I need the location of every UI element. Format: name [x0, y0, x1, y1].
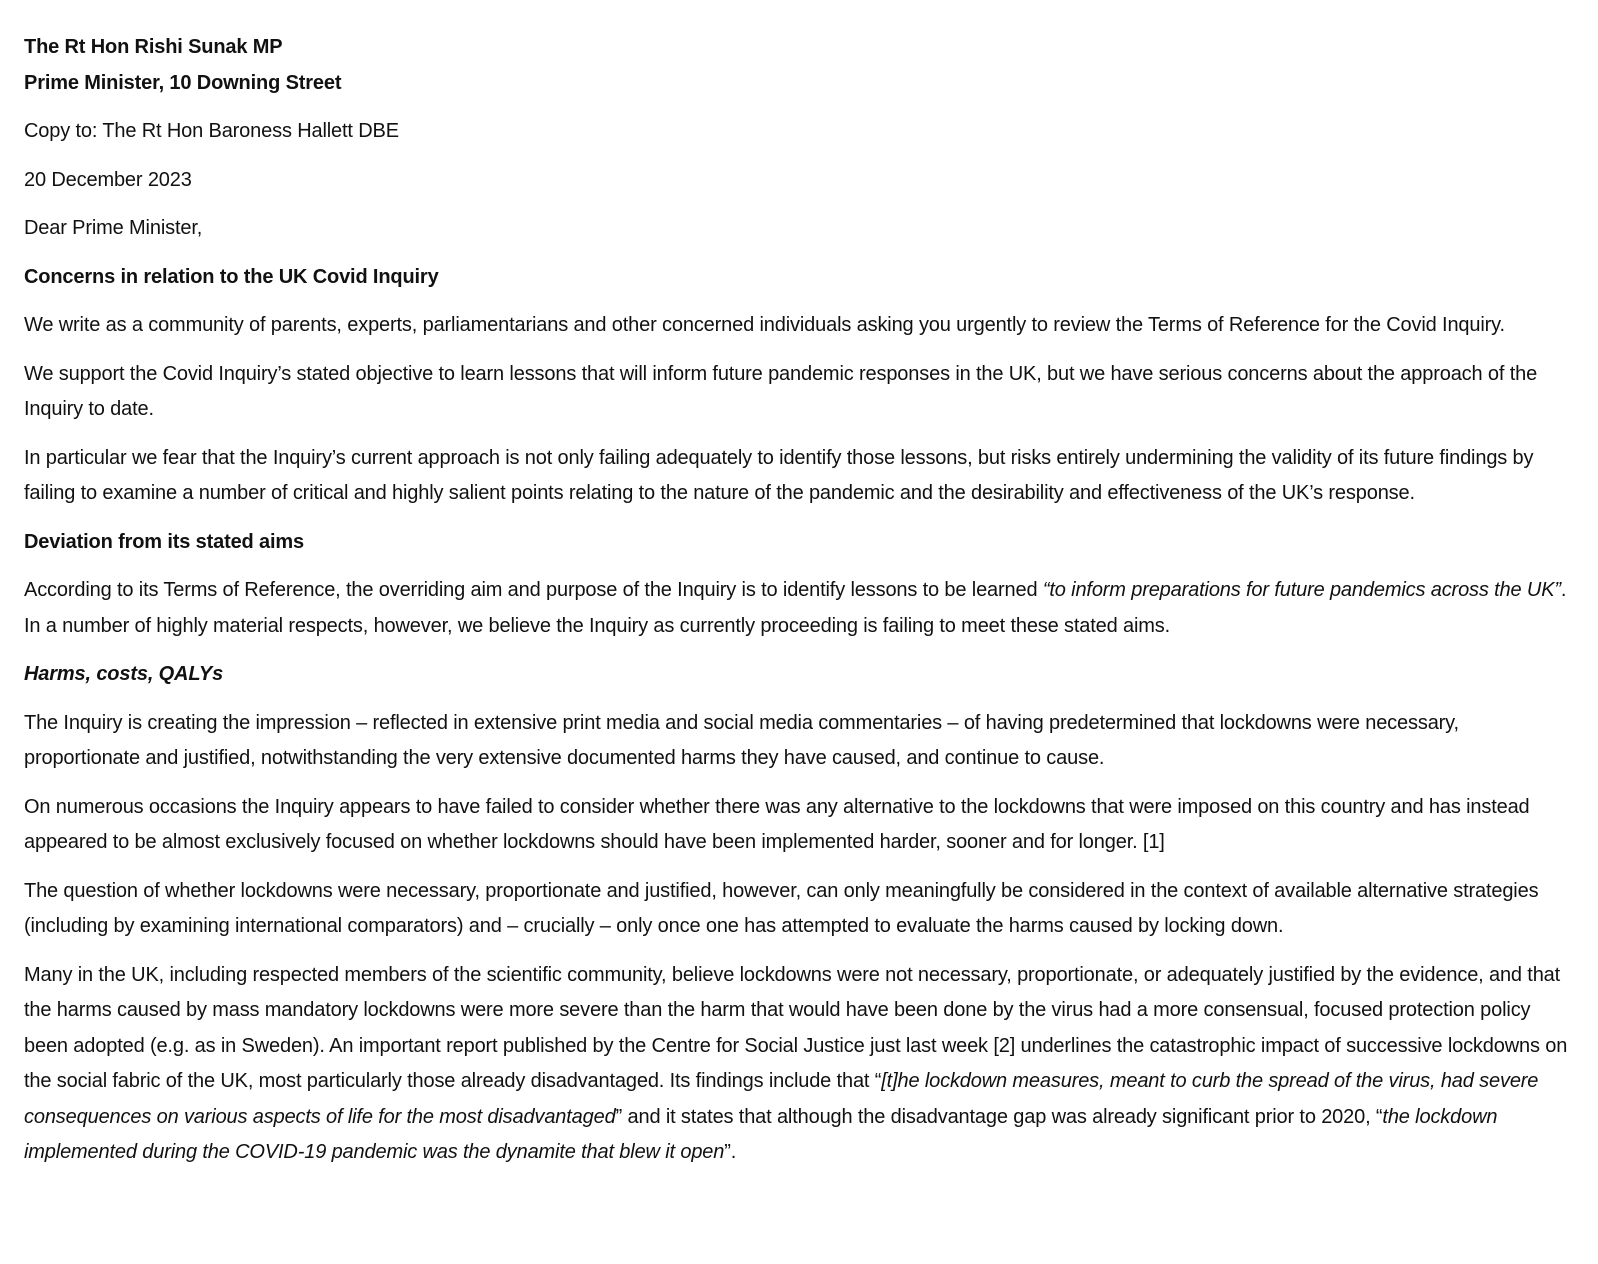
question-paragraph: The question of whether lockdowns were necessary, proportionate and justified, however, can only meaningfully be considered in the context of available alternative strategies (including by examining international comparators) and – crucially – only once one has attempted to evaluate the harms caused by locking down.	[24, 879, 1539, 937]
terms-text-before: According to its Terms of Reference, the overriding aim and purpose of the Inquiry is to identify lessons to be learned	[24, 579, 1043, 601]
letter-date: 20 December 2023	[24, 168, 192, 191]
terms-text-after: . In a number of highly material respects, however, we believe the Inquiry as currently proceeding is failing to meet these stated aims.	[24, 579, 1567, 637]
deviation-heading: Deviation from its stated aims	[24, 530, 305, 553]
many-text-part1: Many in the UK, including respected members of the scientific community, believe lockdowns were not necessary, proportionate, or adequately justified by the evidence, and that the harms caused by mass mandatory lockdowns were more severe than the harm that would have been done by the virus had a more consensual, focused protection policy been adopted (e.g. as in Sweden). An important report published by the Centre for Social Justice just last week [2] underlines the catastrophic impact of successive lockdowns on the social fabric of the UK, most particularly those already disadvantaged. Its findings include that “	[24, 963, 1568, 1092]
occasions-paragraph: On numerous occasions the Inquiry appears to have failed to consider whether there was any alternative to the lockdowns that were imposed on this country and has instead appeared to be almost exclusively focused on whether lockdowns should have been implemented harder, sooner and for longer. [1]	[24, 795, 1530, 853]
subject-heading: Concerns in relation to the UK Covid Inquiry	[24, 265, 439, 288]
support-paragraph: We support the Covid Inquiry’s stated objective to learn lessons that will inform future pandemic responses in the UK, but we have serious concerns about the approach of the Inquiry to date.	[24, 362, 1538, 420]
addressee-title: Prime Minister, 10 Downing Street	[24, 71, 342, 94]
copy-to-line: Copy to: The Rt Hon Baroness Hallett DBE	[24, 120, 399, 142]
intro-paragraph: We write as a community of parents, experts, parliamentarians and other concerned individuals asking you urgently to review the Terms of Reference for the Covid Inquiry.	[24, 314, 1505, 336]
fear-paragraph: In particular we fear that the Inquiry’s current approach is not only failing adequately to identify those lessons, but risks entirely undermining the validity of its future findings by failing to examine a number of critical and highly salient points relating to the nature of the pandemic and the desirability and effectiveness of the UK’s response.	[24, 446, 1534, 504]
terms-paragraph	[24, 573, 1574, 644]
harms-heading: Harms, costs, QALYs	[24, 663, 224, 685]
many-paragraph	[24, 958, 1574, 1171]
many-text-part3: ”.	[724, 1141, 737, 1163]
salutation: Dear Prime Minister,	[24, 217, 203, 239]
addressee-name: The Rt Hon Rishi Sunak MP	[24, 36, 283, 58]
impression-paragraph: The Inquiry is creating the impression – reflected in extensive print media and social media commentaries – of having predetermined that lockdowns were necessary, proportionate and justified, notwithstanding the very extensive documented harms they have caused, and continue to cause.	[24, 711, 1459, 769]
many-text-part2: ” and it states that although the disadvantage gap was already significant prior to 2020, “	[615, 1105, 1383, 1128]
terms-quote: “to inform preparations for future pandemics across the UK”	[1042, 579, 1561, 601]
many-quote1: [t]he lockdown measures, meant to curb the spread of the virus, had severe consequences on various aspects of life for the most disadvantaged	[24, 1070, 1539, 1128]
many-quote2: the lockdown implemented during the COVID-19 pandemic was the dynamite that blew it open	[24, 1105, 1498, 1163]
